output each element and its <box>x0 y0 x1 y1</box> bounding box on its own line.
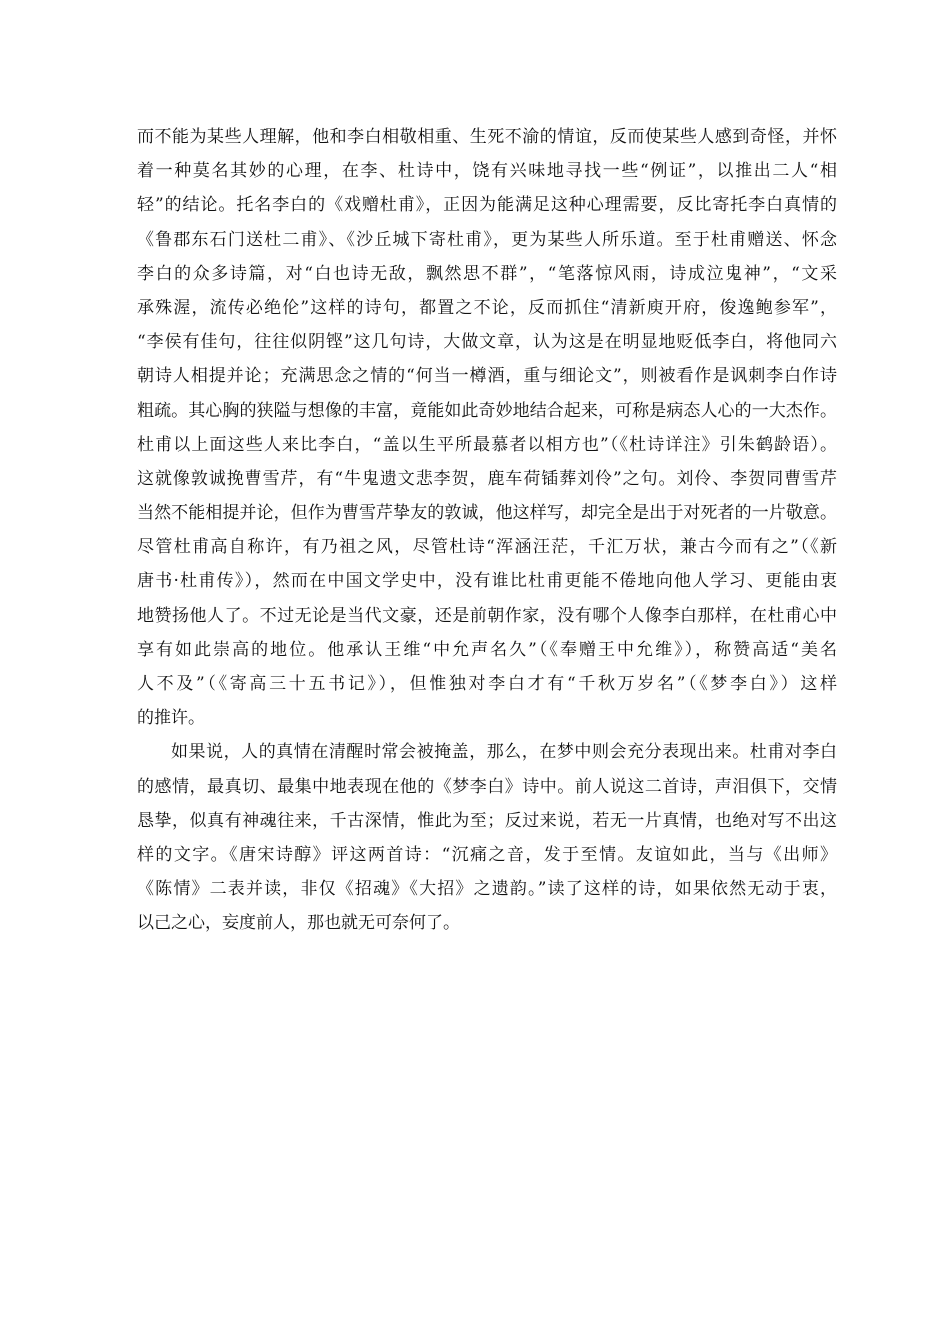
text-line: 如果说，人的真情在清醒时常会被掩盖，那么，在梦中则会充分表现出来。杜甫对李白 <box>171 742 837 763</box>
text-line: “李侯有佳句，往往似阴铿”这几句诗，大做文章，认为这是在明显地贬低李白，将他同六 <box>137 332 837 353</box>
text-line: 李白的众多诗篇，对“白也诗无敌，飘然思不群”，“笔落惊风雨，诗成泣鬼神”，“文采 <box>137 263 837 284</box>
text-line: 杜甫以上面这些人来比李白，“盖以生平所最慕者以相方也”（《杜诗详注》引朱鹤龄语）。 <box>137 434 837 455</box>
text-line: 轻”的结论。托名李白的《戏赠杜甫》，正因为能满足这种心理需要，反比寄托李白真情的 <box>137 195 837 216</box>
text-line: 尽管杜甫高自称许，有乃祖之风，尽管杜诗“浑涵汪茫，千汇万状，兼古今而有之”（《新 <box>137 537 837 558</box>
text-line: 的感情，最真切、最集中地表现在他的《梦李白》诗中。前人说这二首诗，声泪俱下，交情 <box>137 776 837 797</box>
text-line: 《鲁郡东石门送杜二甫》、《沙丘城下寄杜甫》，更为某些人所乐道。至于杜甫赠送、怀念 <box>137 229 837 250</box>
text-line: 唐书·杜甫传》），然而在中国文学史中，没有谁比杜甫更能不倦地向他人学习、更能由衷 <box>137 571 837 592</box>
text-line: 当然不能相提并论，但作为曹雪芹挚友的敦诚，他这样写，却完全是出于对死者的一片敬意。 <box>137 503 837 524</box>
text-line: 人不及”（《寄高三十五书记》），但惟独对李白才有“千秋万岁名”（《梦李白》）这样 <box>137 674 837 694</box>
text-line: 《陈情》二表并读，非仅《招魂》《大招》之遗韵。”读了这样的诗，如果依然无动于衷， <box>137 879 837 900</box>
text-line: 以己之心，妄度前人，那也就无可奈何了。 <box>137 913 460 934</box>
text-line: 承殊渥，流传必绝伦”这样的诗句，都置之不论，反而抓住“清新庾开府，俊逸鲍参军”， <box>137 297 837 318</box>
text-line: 而不能为某些人理解，他和李白相敬相重、生死不渝的情谊，反而使某些人感到奇怪，并怀 <box>137 127 837 147</box>
text-line: 恳挚，似真有神魂往来，千古深情，惟此为至；反过来说，若无一片真情，也绝对写不出这 <box>137 810 837 831</box>
text-line: 粗疏。其心胸的狭隘与想像的丰富，竟能如此奇妙地结合起来，可称是病态人心的一大杰作。 <box>137 400 837 421</box>
text-line: 样的文字。《唐宋诗醇》评这两首诗：“沉痛之音，发于至情。友谊如此，当与《出师》 <box>137 844 837 865</box>
text-line: 的推许。 <box>137 708 205 729</box>
text-line: 着一种莫名其妙的心理，在李、杜诗中，饶有兴味地寻找一些“例证”，以推出二人“相 <box>137 161 837 182</box>
paragraph-2 <box>137 735 837 940</box>
body-text <box>137 120 837 941</box>
paragraph-1 <box>137 120 837 735</box>
text-line: 享有如此崇高的地位。他承认王维“中允声名久”（《奉赠王中允维》），称赞高适“美名 <box>137 639 837 660</box>
text-line: 这就像敦诚挽曹雪芹，有“牛鬼遗文悲李贺，鹿车荷锸葬刘伶”之句。刘伶、李贺同曹雪芹 <box>137 468 837 489</box>
text-line: 朝诗人相提并论；充满思念之情的“何当一樽酒，重与细论文”，则被看作是讽刺李白作诗 <box>137 366 837 387</box>
text-line: 地赞扬他人了。不过无论是当代文豪，还是前朝作家，没有哪个人像李白那样，在杜甫心中 <box>137 605 837 626</box>
